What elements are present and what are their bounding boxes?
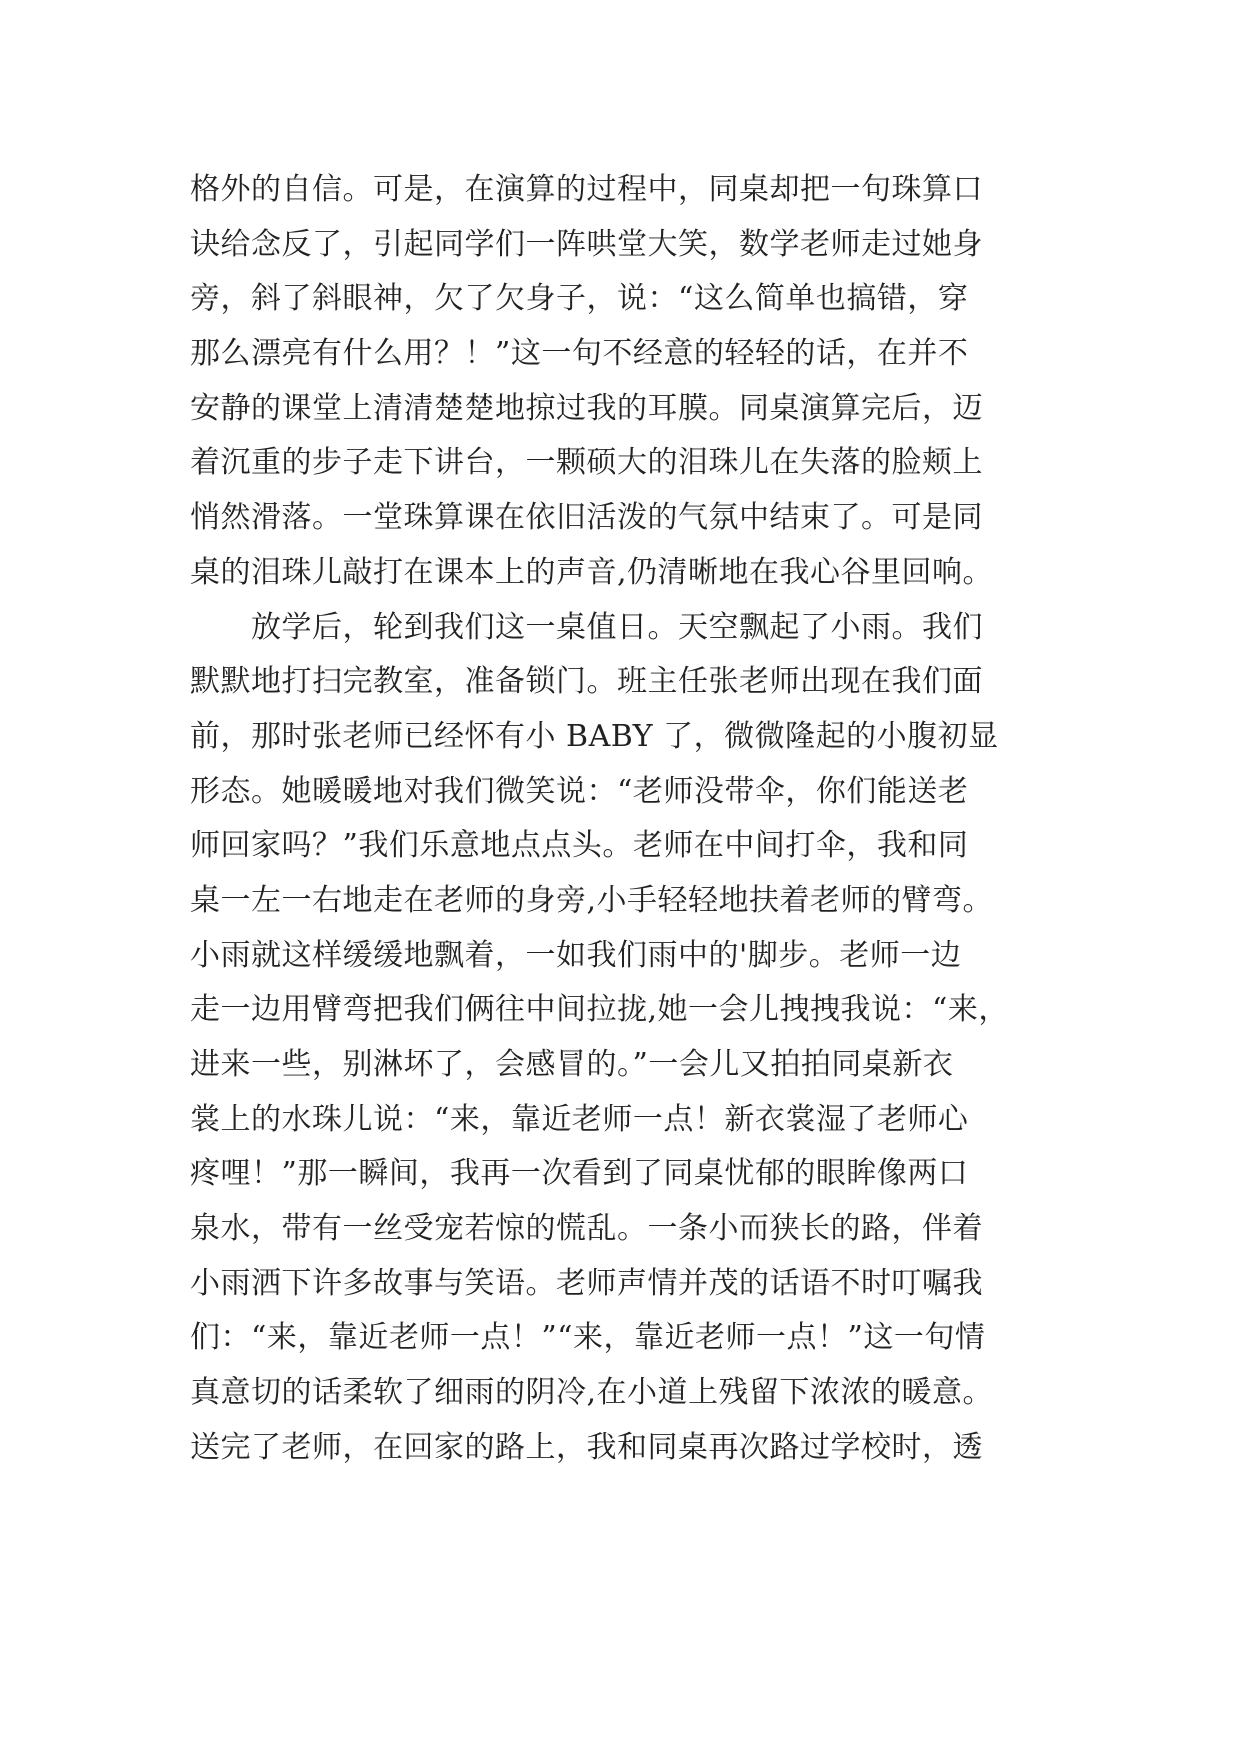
text-line: 放学后，轮到我们这一桌值日。天空飘起了小雨。我们 [190,609,983,645]
text-line: 桌的泪珠儿敲打在课本上的声音,仍清晰地在我心谷里回响。 [190,554,994,590]
text-line: 们：“来，靠近老师一点！”“来，靠近老师一点！”这一句情 [190,1320,986,1356]
text-line: 格外的自信。可是，在演算的过程中，同桌却把一句珠算口 [190,172,983,207]
text-line: 形态。她暖暖地对我们微笑说：“老师没带伞，你们能送老 [190,773,969,809]
text-line: 疼哩！”那一瞬间，我再一次看到了同桌忧郁的眼眸像两口 [190,1156,969,1192]
text-line: 桌一左一右地走在老师的身旁,小手轻轻地扶着老师的臂弯。 [190,882,994,918]
text-line: 前，那时张老师已经怀有小 BABY 了，微微隆起的小腹初显 [190,718,999,754]
text-line: 泉水，带有一丝受宠若惊的慌乱。一条小而狭长的路，伴着 [190,1211,983,1247]
text-line: 那么漂亮有什么用？！”这一句不经意的轻轻的话，在并不 [190,336,969,372]
text-line: 真意切的话柔软了细雨的阴冷,在小道上残留下浓浓的暖意。 [190,1375,994,1411]
text-line: 师回家吗？”我们乐意地点点头。老师在中间打伞，我和同 [190,828,969,864]
text-line: 送完了老师，在回家的路上，我和同桌再次路过学校时，透 [190,1429,983,1465]
text-line: 悄然滑落。一堂珠算课在依旧活泼的气氛中结束了。可是同 [190,500,983,536]
text-line: 裳上的水珠儿说：“来，靠近老师一点！新衣裳湿了老师心 [190,1101,969,1137]
text-line: 旁，斜了斜眼神，欠了欠身子，说：“这么简单也搞错，穿 [190,281,969,317]
text-line: 进来一些，别淋坏了，会感冒的。”一会儿又拍拍同桌新衣 [190,1047,954,1082]
text-line: 着沉重的步子走下讲台，一颗硕大的泪珠儿在失落的脸颊上 [190,445,983,481]
text-line: 小雨洒下许多故事与笑语。老师声情并茂的话语不时叮嘱我 [190,1265,983,1301]
text-line: 默默地打扫完教室，准备锁门。班主任张老师出现在我们面 [190,664,983,700]
text-line: 走一边用臂弯把我们俩往中间拉拢,她一会儿拽拽我说：“来， [190,992,1009,1028]
text-line: 安静的课堂上清清楚楚地掠过我的耳膜。同桌演算完后，迈 [190,390,983,426]
text-line: 小雨就这样缓缓地飘着，一如我们雨中的'脚步。老师一边 [190,937,962,973]
text-line: 诀给念反了，引起同学们一阵哄堂大笑，数学老师走过她身 [190,226,983,262]
body-text [190,163,1050,1476]
